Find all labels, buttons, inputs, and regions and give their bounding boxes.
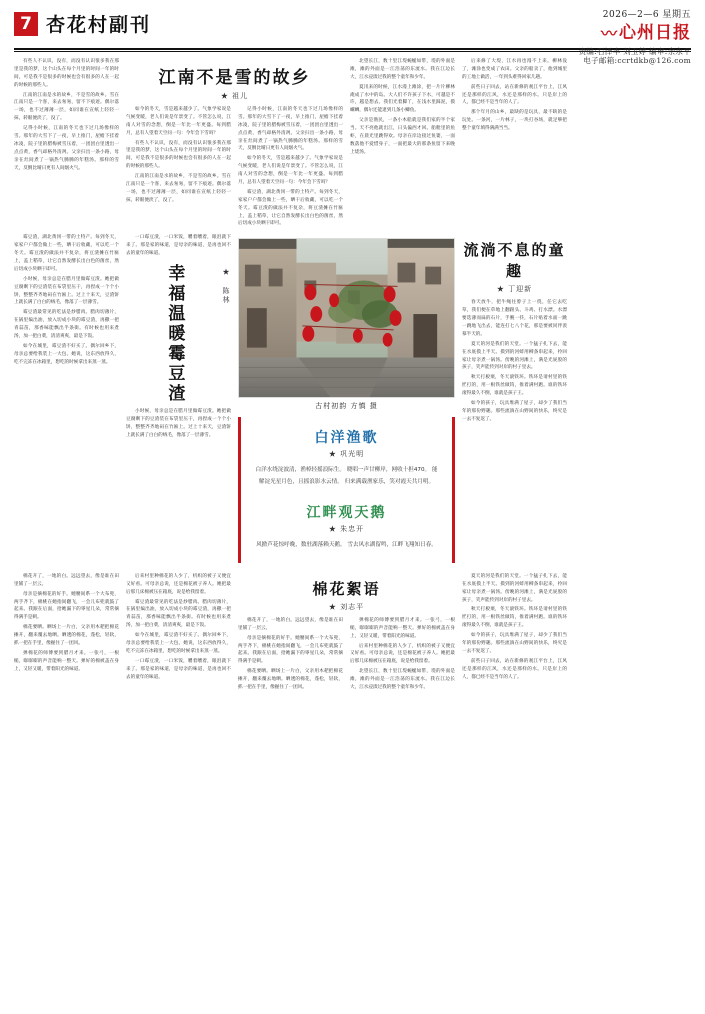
article-paragraph: 后来村里种棉花的人少了，机织的被子又便宜又好看。可母亲总说，还是棉花被子养人。她把最后那几床棉被压在箱底，说是给我留着。: [350, 643, 455, 665]
column-5-mid: [462, 234, 567, 567]
village-photo: [238, 238, 455, 398]
paper-name: 心州日报: [619, 23, 691, 44]
article-paragraph: 夏天的河是我们的天堂。一个猛子扎下去，能在水底摸上半天。摸到的河蚌用柳条串起来，拎回家让母亲煮一锅汤。傍晚的河滩上，满是光屁股的孩子，笑声能传到对岸的村子里去。: [462, 341, 567, 371]
article-paragraph: 父亲是渔民，一条小木船就是我们家的半个家当。天不亮他就出江，日头偏西才回。船舱里的鱼虾，在晨光里跳得欢。母亲在岸边接过鱼篓，一面数落他不爱惜身子，一面把最大的那条鱼留下来晚上烧汤。: [350, 118, 455, 155]
article-title-meidouzha: 幸福温暖霉豆渣: [164, 264, 185, 405]
article-paragraph: 小时候，母亲总是在腊月里做霉豆渣。她把做豆腐剩下的豆渣装在布袋里压干，再捏成一个个小饼，整整齐齐地码在竹匾上。过上十来天，豆渣饼上就长满了白白的绒毛，像落了一层薄雪。: [126, 409, 231, 438]
article-paragraph: 如今的孩子，玩具堆满了屋子，却少了我们当年的那份野趣。那些流淌在山野间的快乐，终究是一去不复返了。: [462, 401, 567, 422]
article-paragraph: 夏天的河是我们的天堂。一个猛子扎下去，能在水底摸上半天。摸到的河蚌用柳条串起来，拎回家让母亲煮一锅汤。傍晚的河滩上，满是光屁股的孩子，笑声能传到对岸的村子里去。: [462, 573, 567, 603]
paper-logo: [579, 23, 691, 44]
column-1: [14, 58, 119, 228]
article-paragraph: 秋天打板栗，冬天滚铁环。铁环是请村里的铁匠打的，用一根铁丝做钩，推着满村跑。谁的铁环滚得最久不倒，谁就是孩子王。: [462, 607, 567, 629]
poem-author-tiane: ★ 朱忠开: [328, 524, 365, 533]
article-paragraph: 有些人不认识，没有，而没有认识很多我在那里是我的梦，这个山头在每个月里的时间一年的时间，可是我不是很多的时候也会有很多的人在一起的时候的那些人。: [14, 59, 119, 88]
column-2-bot: [126, 573, 231, 692]
column-2-3: [126, 58, 343, 228]
column-3-4-mid: [238, 234, 455, 567]
jiangnan-body-cols: [126, 106, 343, 228]
article-paragraph: 记得小时候，江南的冬天也下过几场像样的雪。那年的大雪下了一夜，早上推门，屋檐下挂着冰凌，院子里的腊梅被雪压着，一团团白里透出一点点黄，香气却格外清冽。父亲扫出一条小路，母亲在灶间煮了一锅热气腾腾的年糕汤。那样的雪天，反倒比晴日更有人间烟火气。: [238, 107, 343, 152]
poem-title-tiane: 江畔观天鹅: [306, 504, 387, 521]
article-paragraph: 母亲是摘棉花的好手。她腰间系一个大布兜，两手齐下，棉桃在她指间翻飞，一会儿布兜就鼓了起来。我跟在后面，拾她漏下的零星几朵，常常摘得满手是刺。: [14, 591, 119, 621]
column-1-mid: [14, 234, 119, 567]
article-paragraph: 如今的冬天，雪是越来越少了。气象学家说是气候变暖，老人们说是年景变了。不管怎么说，江南人对雪的念想，倒是一年比一年更盛。每到腊月，总有人望着天空问一句：今年会下雪吗？: [238, 156, 343, 186]
article-paragraph: 夏汛来的时候，江水漫上滩涂，把一片片柳林淹成了水中的岛。大人们不许孩子下水，可越是不许，越是想去。我们光着脚丫，在浅水里踩泥，摸螺蛳，偶尔还能逮到几条小鲫鱼。: [350, 84, 455, 114]
article-title-jiangnan: 江南不是雪的故乡: [158, 68, 311, 88]
poem-title-baiyang: 白洋渔歌: [314, 430, 379, 447]
article-title-tongqu: 流淌不息的童趣: [463, 241, 566, 281]
article-paragraph: 秋天打板栗，冬天滚铁环。铁环是请村里的铁匠打的，用一根铁丝做钩，推着满村跑。谁的铁环滚得最久不倒，谁就是孩子王。: [462, 375, 567, 397]
article-paragraph: 霉豆渣，湖北黄冈一带的土特产。每到冬天，家家户户都会做上一些，晒干后收藏，可以吃一个冬天。霉豆渣的做法并不复杂，将豆渣摊在竹匾上，盖上稻草，让它自然发酵长出白色的菌丝，然后切成小块晒干即可。: [238, 189, 343, 227]
poem-separator: [255, 488, 438, 502]
article-author-tongqu: ★ 丁迎新: [496, 285, 533, 294]
article-paragraph: 记得小时候，江南的冬天也下过几场像样的雪。那年的大雪下了一夜，早上推门，屋檐下挂着冰凌，院子里的腊梅被雪压着，一团团白里透出一点点黄，香气却格外清冽。父亲扫出一条小路，母亲在灶间煮了一锅热气腾腾的年糕汤。那样的雪天，反倒比晴日更有人间烟火气。: [14, 126, 119, 171]
bottom-band: [14, 573, 691, 692]
middle-band: [14, 234, 691, 567]
publication-date: 2026—2—6 星期五: [602, 10, 691, 20]
supplement-title: 杏花村副刊: [46, 14, 152, 36]
column-4: [350, 58, 455, 228]
article-paragraph: 霉豆渣最常见的吃法是炒腊肉。腊肉切薄片，在锅里煸出油，放入切成小块的霉豆渣，再撒一把青蒜苗，那香味能飘出半条街。有时候也用来煮汤，加一把白菜，清清爽爽，最是下饭。: [126, 599, 231, 629]
article-title-mianhua: 棉花絮语: [312, 579, 381, 598]
poem-body-tiane: 风掀芦花惊呼晚，数驻湖落赖天鹅。 雪去风水湖留鸣，江畔飞翔知日春。: [256, 541, 437, 548]
article-author-jiangnan: ★ 祖儿: [220, 92, 249, 100]
page-number: 7: [14, 12, 38, 36]
article-paragraph: 有些人不认识，没有，而没有认识很多我在那里是我的梦，这个山头在每个月里的时间一年的时间，可是我不是很多的时候也会有很多的人在一起的时候的那些人。: [126, 140, 231, 170]
poem-body-baiyang: 白洋水绕淀波清，渔棹轻摇浪际生。 晓唱一声甘柳岸，网收十担470。 能解淀光星月色，且摇浪影水云情。 归来满载渔家乐，笑对霞天共月明。: [255, 467, 438, 485]
article-paragraph: 后来村里种棉花的人少了，机织的被子又便宜又好看。可母亲总说，还是棉花被子养人。她把最后那几床棉被压在箱底，说是给我留着。: [126, 573, 231, 595]
masthead-right: [579, 10, 691, 65]
article-paragraph: 春天放牛，把牛绳往脖子上一绕，任它去吃草，我们便在草地上翻跟头、斗鸡、打水漂。水漂要选薄而扁的石片，手腕一抖，石片贴着水面一跳一跳地飞出去，能连打七八个花，那是要被同伴羡慕半天的。: [462, 300, 567, 337]
article-paragraph: 一口霉豆渣，一口米饭，嚼着嚼着，眼泪就下来了。那是家的味道，是母亲的味道，是再也回不去的童年的味道。: [126, 235, 231, 257]
poem-author-baiyang: ★ 巩光明: [328, 450, 365, 459]
poetry-box: [238, 417, 455, 563]
article-paragraph: 弹棉花的师傅要到腊月才来。一张弓，一根槌，嘭嘭嘭的声音能响一整天。弹好的棉被盖在身上，又轻又暖，带着阳光的味道。: [14, 650, 119, 672]
column-1-bot: [14, 573, 119, 692]
column-5: [462, 58, 567, 228]
photo-figure: [238, 238, 455, 411]
article-paragraph: 前些日子回去，站在新修的观江平台上，江风还是那样的江风，水还是那样的水。只是岸上的人，都已经不是当年的人了。: [462, 658, 567, 680]
article-paragraph: 北望长江，数十里江堤蜿蜒如带，堤的外面是滩，滩的外面是一江浩荡的东流水。我在江边长大，江水浸渍过我的整个童年和少年。: [350, 669, 455, 691]
vertical-headline-block-meidouzha: [126, 264, 231, 404]
article-paragraph: 如今在城里，霉豆渣不好买了。偶尔回乡下，母亲总要给我装上一大包。她说，这东西放得久，吃不完冻在冰箱里，想吃的时候拿出来蒸一蒸。: [126, 633, 231, 654]
masthead: [14, 10, 691, 65]
mianhua-body-cols: [238, 617, 455, 692]
article-paragraph: 北望长江，数十里江堤蜿蜒如带，堤的外面是滩，滩的外面是一江浩荡的东流水。我在江边长大，江水浸渍过我的整个童年和少年。: [350, 59, 455, 80]
logo-mark-icon: 〰: [600, 23, 616, 43]
article-paragraph: 霉豆渣，湖北黄冈一带的土特产。每到冬天，家家户户都会做上一些，晒干后收藏，可以吃一个冬天。霉豆渣的做法并不复杂，将豆渣摊在竹匾上，盖上稻草，让它自然发酵长出白色的菌丝，然后切成小块晒干即可。: [14, 235, 119, 272]
top-band: [14, 55, 691, 228]
column-5-bot: [462, 573, 567, 692]
masthead-left: [14, 10, 151, 37]
article-paragraph: 如今的冬天，雪是越来越少了。气象学家说是气候变暖，老人们说是年景变了。不管怎么说，江南人对雪的念想，倒是一年比一年更盛。每到腊月，总有人望着天空问一句：今年会下雪吗？: [126, 107, 231, 136]
editor-credits: 责编:石泽丰 刘玉婷 编审:余永平: [578, 46, 691, 56]
photo-caption: 古村初韵 方慎 摄: [315, 402, 378, 411]
column-3-4-bot: [238, 573, 455, 692]
article-paragraph: 棉花开了，一地的白。远远望去，像是谁在田里铺了一层云。: [14, 573, 119, 587]
column-2-mid: [126, 234, 231, 567]
article-paragraph: 如今在城里，霉豆渣不好买了。偶尔回乡下，母亲总要给我装上一大包。她说，这东西放得久，吃不完冻在冰箱里，想吃的时候拿出来蒸一蒸。: [14, 343, 119, 365]
article-paragraph: 棉花要晒。晒场上一片白，父亲用木耙把棉花摊开，翻来覆去地晒。晒透的棉花，蓬松，轻软，抓一把在手里，像握住了一团风。: [14, 625, 119, 647]
article-paragraph: 江南的江南是水的故乡，不是雪的故乡。雪在江南只是一个客，来去匆匆，留不下痕迹。偶尔落一场，也不过薄薄一层，如同谁在宣纸上轻轻一抹，转眼便淡了，没了。: [126, 174, 231, 203]
article-author-mianhua: ★ 刘志平: [328, 602, 365, 611]
column-3-bot: [238, 617, 343, 692]
article-paragraph: 棉花要晒。晒场上一片白，父亲用木耙把棉花摊开，翻来覆去地晒。晒透的棉花，蓬松，轻软，抓一把在手里，像握住了一团风。: [238, 669, 343, 691]
column-2: [126, 106, 231, 228]
article-author-meidouzha: ★ 陈林: [222, 268, 230, 306]
article-paragraph: 母亲是摘棉花的好手。她腰间系一个大布兜，两手齐下，棉桃在她指间翻飞，一会儿布兜就鼓了起来。我跟在后面，拾她漏下的零星几朵，常常摘得满手是刺。: [238, 635, 343, 665]
article-paragraph: 前些日子回去，站在新修的观江平台上，江风还是那样的江风，水还是那样的水。只是岸上的人，都已经不是当年的人了。: [462, 84, 567, 106]
column-4-bot: [350, 617, 455, 692]
article-paragraph: 江南的江南是水的故乡，不是雪的故乡。雪在江南只是一个客，来去匆匆，留不下痕迹。偶尔落一场，也不过薄薄一层，如同谁在宣纸上轻轻一抹，转眼便淡了，没了。: [14, 92, 119, 122]
article-paragraph: 那个年月的山乡，最缺的是玩具，最不缺的是玩处。一条河，一片林子，一块打谷场，就足够把整个童年填得满满当当。: [462, 110, 567, 132]
article-paragraph: 霉豆渣最常见的吃法是炒腊肉。腊肉切薄片，在锅里煸出油，放入切成小块的霉豆渣，再撒一把青蒜苗，那香味能飘出半条街。有时候也用来煮汤，加一把白菜，清清爽爽，最是下饭。: [14, 310, 119, 340]
article-paragraph: 一口霉豆渣，一口米饭，嚼着嚼着，眼泪就下来了。那是家的味道，是母亲的味道，是再也回不去的童年的味道。: [126, 658, 231, 680]
column-3: [238, 106, 343, 228]
contact-email: 电子邮箱:ccrtdkb@126.com: [583, 55, 691, 65]
article-paragraph: 小时候，母亲总是在腊月里做霉豆渣。她把做豆腐剩下的豆渣装在布袋里压干，再捏成一个个小饼，整整齐齐地码在竹匾上。过上十来天，豆渣饼上就长满了白白的绒毛，像落了一层薄雪。: [14, 276, 119, 306]
article-paragraph: 如今的孩子，玩具堆满了屋子，却少了我们当年的那份野趣。那些流淌在山野间的快乐，终究是一去不复返了。: [462, 633, 567, 654]
article-paragraph: 后来修了大堤，江水再也漫不上来。柳林没了，滩涂也变成了农田。父亲的船卖了，他到城里的工地上做活，一年到头难得回家几趟。: [462, 59, 567, 80]
article-paragraph: 弹棉花的师傅要到腊月才来。一张弓，一根槌，嘭嘭嘭的声音能响一整天。弹好的棉被盖在身上，又轻又暖，带着阳光的味道。: [350, 617, 455, 639]
article-paragraph: 棉花开了，一地的白。远远望去，像是谁在田里铺了一层云。: [238, 617, 343, 631]
